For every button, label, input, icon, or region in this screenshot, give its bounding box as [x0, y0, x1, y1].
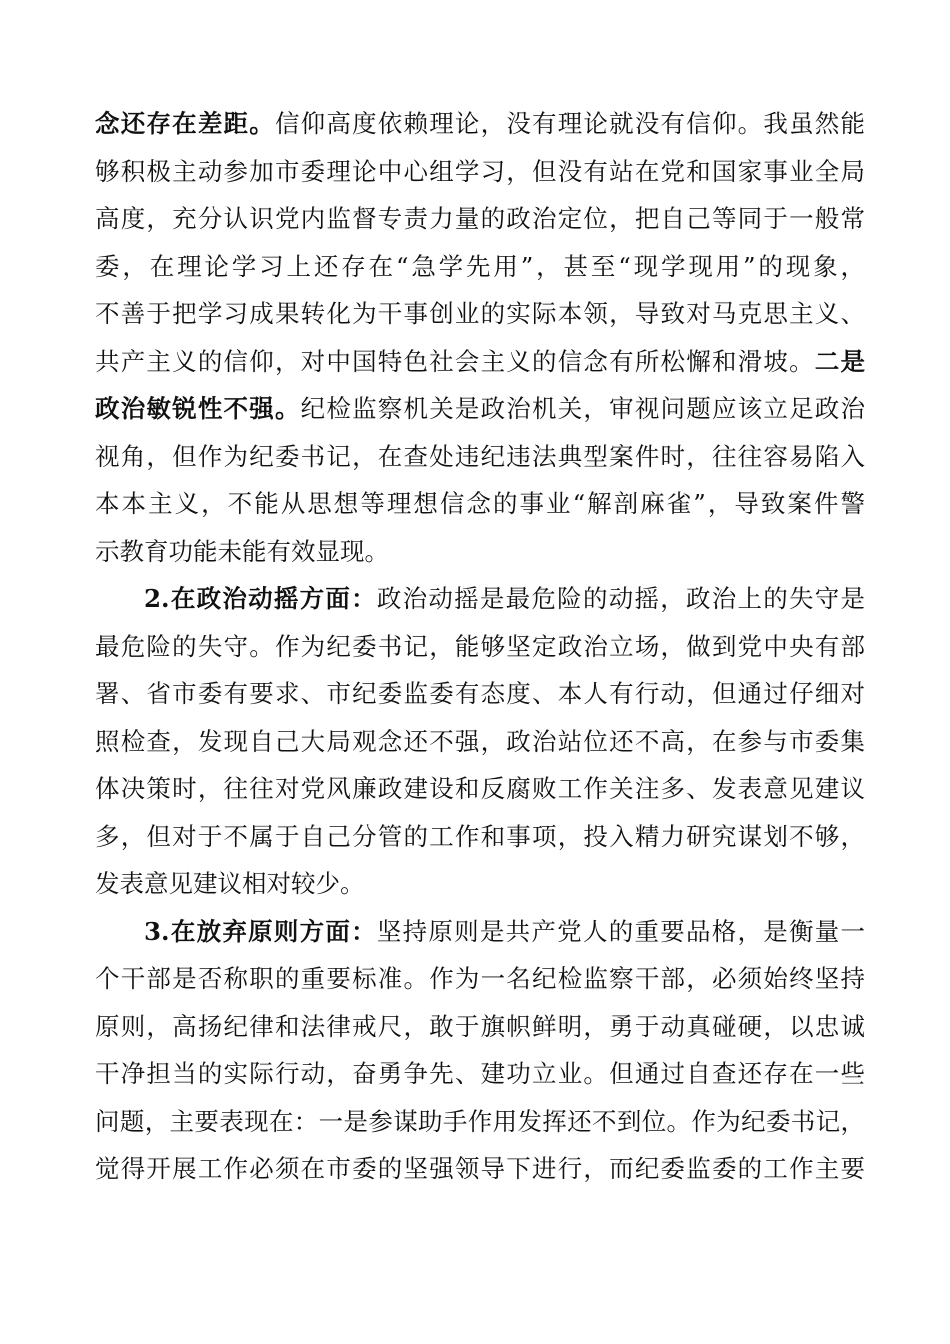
text-line — [95, 575, 865, 623]
document-body — [95, 100, 865, 1193]
text-line — [95, 1098, 865, 1146]
body-text: 纪检监察机关是政治机关，审视问题应该立足政治 — [300, 394, 865, 423]
paragraph — [95, 908, 865, 1193]
body-text: 视角，但作为纪委书记，在查处违纪违法典型案件时，往往容易陷入 — [95, 441, 865, 471]
body-text: 原则，高扬纪律和法律戒尺，敢于旗帜鲜明，勇于动真碰硬，以忠诚 — [95, 1011, 865, 1041]
body-text: 干净担当的实际行动，奋勇争先、建功立业。但通过自查还存在一些 — [95, 1059, 865, 1088]
body-text: 本本主义，不能从思想等理想信念的事业“解剖麻雀”，导致案件警 — [95, 489, 865, 518]
body-text: 高度，充分认识党内监督专责力量的政治定位，把自己等同于一般常 — [95, 204, 865, 233]
bold-heading-text: 政治敏锐性不强。 — [95, 394, 301, 423]
text-line — [95, 718, 865, 766]
body-text: 发表意见建议相对较少。 — [95, 869, 365, 898]
body-text: 体决策时，往往对党风廉政建设和反腐败工作关注多、发表意见建议 — [95, 774, 865, 803]
text-line — [95, 243, 865, 291]
bold-heading-text: 二是 — [814, 346, 866, 376]
body-text: 够积极主动参加市委理论中心组学习，但没有站在党和国家事业全局 — [95, 156, 865, 186]
text-line — [95, 955, 865, 1003]
text-line — [95, 528, 865, 576]
text-line — [95, 1003, 865, 1051]
body-text: 坚持原则是共产党人的重要品格，是衡量一 — [376, 916, 866, 946]
text-line — [95, 1145, 865, 1193]
text-line — [95, 480, 865, 528]
text-line — [95, 908, 865, 956]
text-line — [95, 148, 865, 196]
text-line — [95, 433, 865, 481]
text-line — [95, 290, 865, 338]
text-line — [95, 195, 865, 243]
text-line — [95, 623, 865, 671]
text-line — [95, 385, 865, 433]
body-text: 共产主义的信仰，对中国特色社会主义的信念有所松懈和滑坡。 — [95, 346, 815, 376]
text-line — [95, 338, 865, 386]
body-text: 委，在理论学习上还存在“急学先用”，甚至“现学现用”的现象， — [95, 251, 865, 281]
text-line — [95, 100, 865, 148]
text-line — [95, 813, 865, 861]
text-line — [95, 1050, 865, 1098]
bold-heading-text: 念还存在差距。 — [95, 109, 275, 138]
text-line — [95, 860, 865, 908]
bold-heading-text: 3.在放弃原则方面： — [144, 916, 377, 946]
body-text: 示教育功能未能有效显现。 — [95, 536, 389, 566]
bold-heading-text: 2.在政治动摇方面： — [144, 584, 377, 613]
paragraph — [95, 575, 865, 908]
text-line — [95, 765, 865, 813]
body-text: 信仰高度依赖理论，没有理论就没有信仰。我虽然能 — [274, 109, 866, 138]
text-line — [95, 670, 865, 718]
body-text: 个干部是否称职的重要标准。作为一名纪检监察干部，必须始终坚持 — [95, 964, 865, 993]
body-text: 多，但对于不属于自己分管的工作和事项，投入精力研究谋划不够， — [95, 821, 865, 851]
body-text: 政治动摇是最危险的动摇，政治上的失守是 — [376, 584, 866, 613]
body-text: 觉得开展工作必须在市委的坚强领导下进行，而纪委监委的工作主要 — [95, 1154, 865, 1183]
body-text: 署、省市委有要求、市纪委监委有态度、本人有行动，但通过仔细对 — [95, 679, 865, 708]
paragraph — [95, 100, 865, 575]
body-text: 不善于把学习成果转化为干事创业的实际本领，导致对马克思主义、 — [95, 299, 865, 328]
body-text: 问题，主要表现在：一是参谋助手作用发挥还不到位。作为纪委书记， — [95, 1106, 865, 1136]
body-text: 照检查，发现自己大局观念还不强，政治站位还不高，在参与市委集 — [95, 726, 865, 756]
body-text: 最危险的失守。作为纪委书记，能够坚定政治立场，做到党中央有部 — [95, 631, 865, 661]
